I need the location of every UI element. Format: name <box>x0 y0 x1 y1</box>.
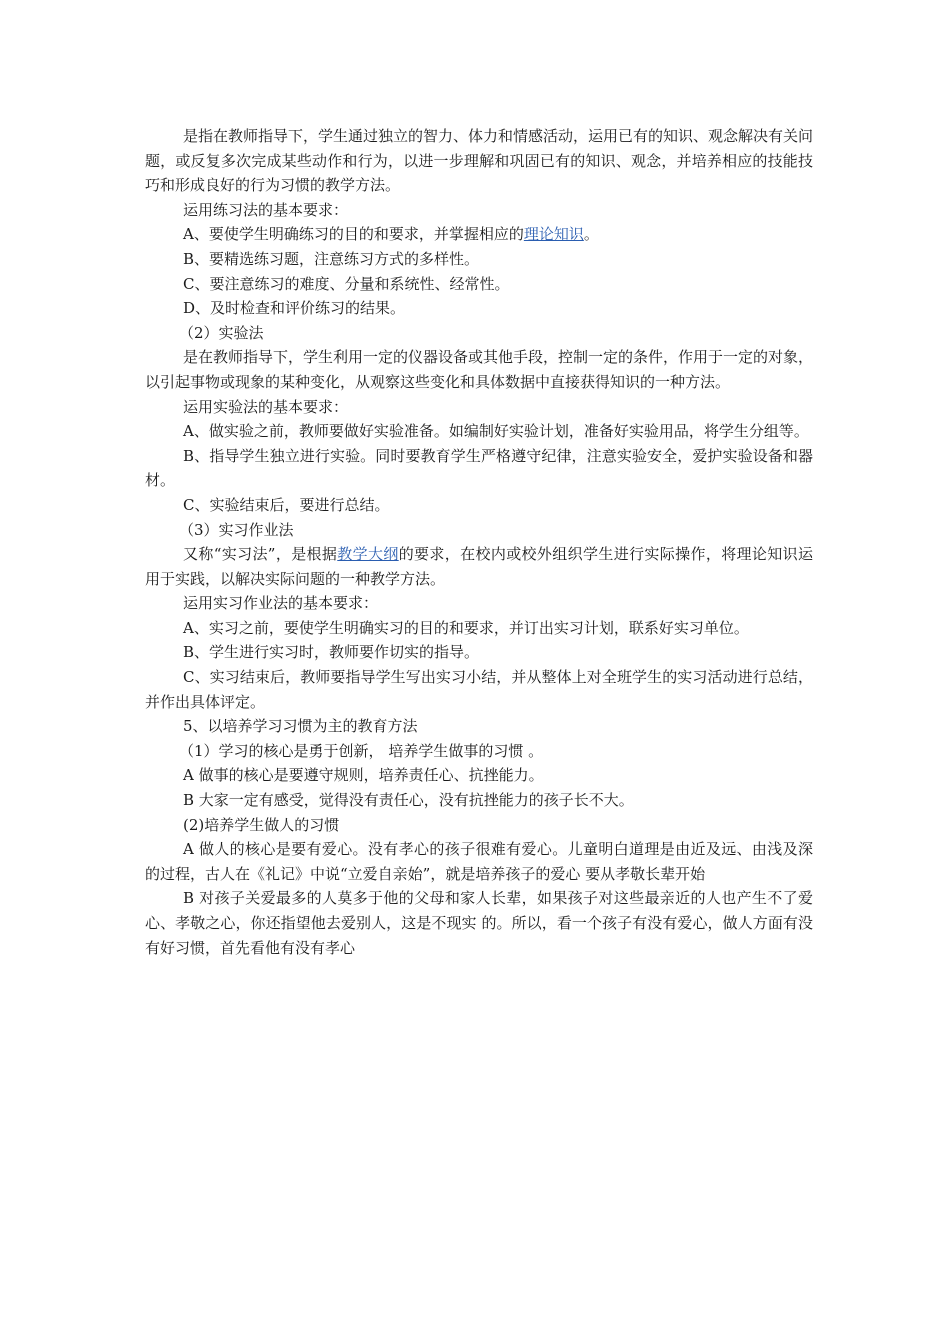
section-heading: （3）实习作业法 <box>179 520 294 539</box>
paragraph: C、实习结束后，教师要指导学生写出实习小结，并从整体上对全班学生的实习活动进行总结，并作出具体评定。 <box>145 668 813 711</box>
paragraph: B、要精选练习题，注意练习方式的多样性。 <box>183 249 480 268</box>
paragraph: B、学生进行实习时，教师要作切实的指导。 <box>183 643 480 662</box>
paragraph: B 大家一定有感受，觉得没有责任心，没有抗挫能力的孩子长不大。 <box>183 791 634 810</box>
paragraph: A、做实验之前，教师要做好实验准备。如编制好实验计划，准备好实验用品，将学生分组等。 <box>183 422 809 441</box>
section-heading: 5、以培养学习习惯为主的教育方法 <box>183 717 418 736</box>
paragraph: B、指导学生独立进行实验。同时要教育学生严格遵守纪律，注意实验安全，爱护实验设备和器材。 <box>145 446 813 490</box>
paragraph <box>145 542 813 591</box>
syllabus-link[interactable]: 教学大纲 <box>337 545 399 564</box>
paragraph: D、及时检查和评价练习的结果。 <box>183 299 406 318</box>
document-body <box>145 124 813 960</box>
paragraph: 运用实习作业法的基本要求： <box>183 594 379 613</box>
subsection-heading: （1）学习的核心是勇于创新， 培养学生做事的习惯 。 <box>179 741 544 760</box>
paragraph: 运用实验法的基本要求： <box>183 397 349 416</box>
paragraph-text: 。 <box>583 225 599 244</box>
paragraph-text: A、要使学生明确练习的目的和要求，并掌握相应的 <box>183 225 524 244</box>
paragraph: 是在教师指导下，学生利用一定的仪器设备或其他手段，控制一定的条件，作用于一定的对象，以引起事物或现象的某种变化，从观察这些变化和具体数据中直接获得知识的一种方法。 <box>145 348 814 391</box>
section-heading: （2）实验法 <box>179 323 264 342</box>
paragraph <box>145 222 813 247</box>
paragraph: A、实习之前，要使学生明确实习的目的和要求，并订出实习计划，联系好实习单位。 <box>183 618 749 637</box>
paragraph: C、实验结束后，要进行总结。 <box>183 495 390 514</box>
paragraph: 是指在教师指导下，学生通过独立的智力、体力和情感活动，运用已有的知识、观念解决有关问题，或反复多次完成某些动作和行为，以进一步理解和巩固已有的知识、观念，并培养相应的技能技巧和形成良好的行为习惯的教学方法。 <box>145 127 814 195</box>
paragraph: C、要注意练习的难度、分量和系统性、经常性。 <box>183 274 510 293</box>
paragraph: B 对孩子关爱最多的人莫多于他的父母和家人长辈，如果孩子对这些最亲近的人也产生不了爱心、孝敬之心，你还指望他去爱别人，这是不现实 的。所以，看一个孩子有没有爱心，做人方面有没有好习惯，首先看他有没有孝心 <box>145 889 813 957</box>
theory-knowledge-link[interactable]: 理论知识 <box>523 225 584 244</box>
subsection-heading: (2)培养学生做人的习惯 <box>183 815 340 834</box>
paragraph: A 做人的核心是要有爱心。没有孝心的孩子很难有爱心。儿童明白道理是由近及远、由浅及深的过程，古人在《礼记》中说“立爱自亲始”，就是培养孩子的爱心 要从孝敬长辈开始 <box>145 840 813 883</box>
paragraph-text: 又称“实习法”，是根据 <box>183 545 338 564</box>
paragraph: A 做事的核心是要遵守规则，培养责任心、抗挫能力。 <box>183 766 544 785</box>
paragraph-text: 的要求，在校内或校外组织学生进行实际操作，将理论知识运用于实践，以解决实际问题的一种教学方法。 <box>145 545 813 588</box>
paragraph: 运用练习法的基本要求： <box>183 200 349 219</box>
